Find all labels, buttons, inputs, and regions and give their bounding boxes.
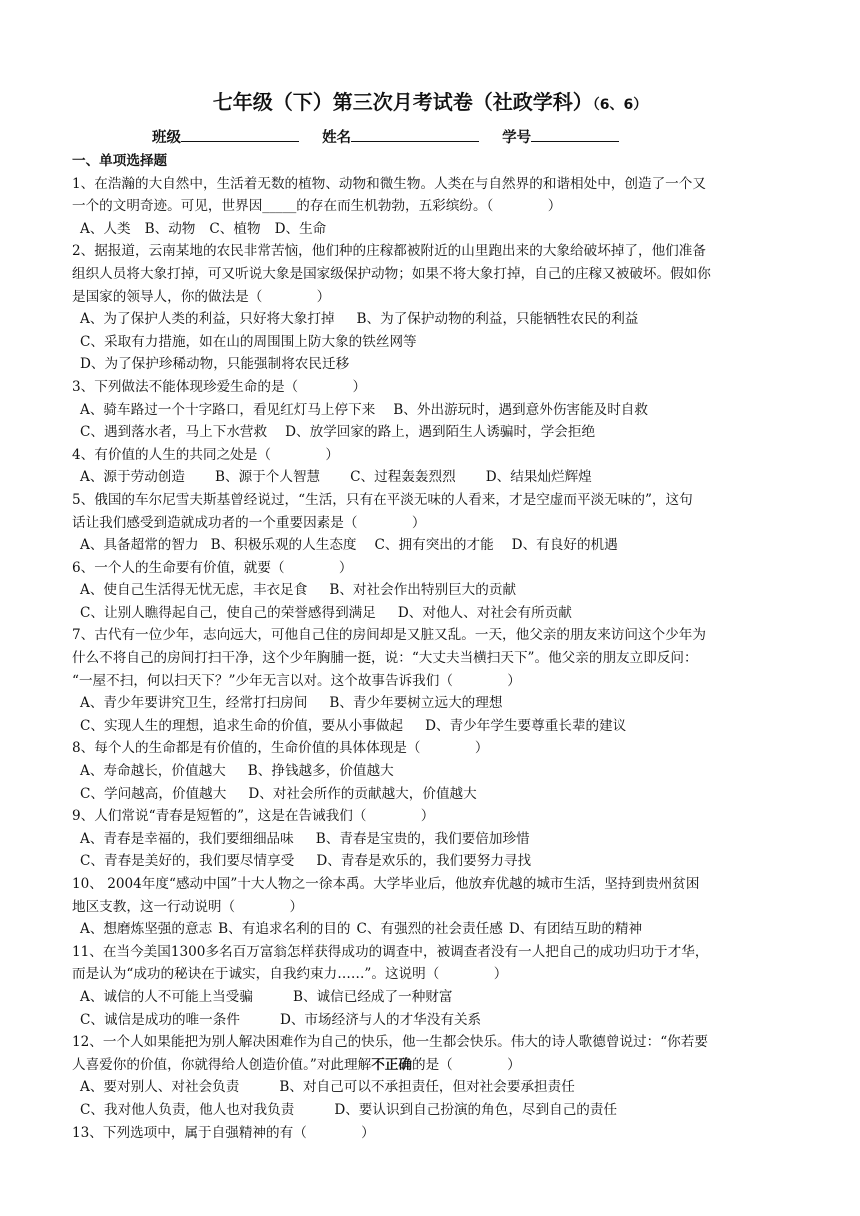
- class-blank[interactable]: [181, 127, 299, 142]
- answer-option[interactable]: C、遇到落水者，马上下水营救: [80, 424, 268, 441]
- question-text-line: 2、据报道，云南某地的农民非常苦恼，他们种的庄稼都被附近的山里跑出来的大象给破坏掉了，他们准备: [72, 243, 706, 260]
- option-row: [72, 534, 792, 557]
- exam-title: [0, 86, 860, 115]
- question-text-line: “一屋不扫，何以扫天下？”少年无言以对。这个故事告诉我们（ ）: [72, 672, 521, 689]
- name-label: 姓名: [322, 130, 352, 146]
- answer-option[interactable]: D、对他人、对社会有所贡献: [397, 604, 572, 621]
- question-7: [72, 624, 792, 737]
- option-row: [72, 1009, 792, 1032]
- question-text-line: 7、古代有一位少年，志向远大，可他自己住的房间却是又脏又乱。一天，他父亲的朋友来访问这个少年为: [72, 627, 706, 644]
- question-text-line: 8、每个人的生命都是有价值的，生命价值的具体体现是（ ）: [72, 740, 489, 757]
- option-row: [72, 466, 792, 489]
- answer-option[interactable]: A、源于劳动创造: [80, 469, 185, 486]
- question-text-line: 话让我们感受到造就成功者的一个重要因素是（ ）: [72, 514, 426, 531]
- class-label: 班级: [152, 130, 181, 146]
- option-row: [72, 602, 792, 625]
- question-13: [72, 1122, 792, 1145]
- option-row: [72, 760, 792, 783]
- option-row: [72, 986, 792, 1009]
- question-3: [72, 376, 792, 444]
- question-12: [72, 1031, 792, 1121]
- student-id-blank[interactable]: [531, 127, 619, 142]
- answer-option[interactable]: D、青春是欢乐的，我们要努力寻找: [316, 853, 532, 870]
- option-row: [72, 331, 792, 354]
- answer-option[interactable]: A、寿命越长，价值越大: [80, 763, 226, 780]
- question-1: [72, 173, 792, 241]
- question-text-line: 12、一个人如果能把为别人解决困难作为自己的快乐，他一生都会快乐。伟大的诗人歌德曾说过：“你若要: [72, 1034, 708, 1051]
- question-text-line: 人喜爱你的价值，你就得给人创造价值。”对此理解不正确的是（ ）: [72, 1056, 521, 1073]
- option-row: [72, 715, 792, 738]
- answer-option[interactable]: C、拥有突出的才能: [374, 537, 494, 554]
- answer-option[interactable]: B、青少年要树立远大的理想: [329, 695, 503, 712]
- question-text-line: 3、下列做法不能体现珍爱生命的是（ ）: [72, 378, 367, 395]
- option-row: [72, 579, 792, 602]
- option-row: [72, 918, 792, 941]
- option-row: [72, 399, 792, 422]
- answer-option[interactable]: B、积极乐观的人生态度: [210, 537, 357, 554]
- answer-option[interactable]: B、源于个人智慧: [214, 469, 321, 486]
- answer-option[interactable]: A、使自己生活得无忧无虑，丰衣足食: [80, 582, 308, 599]
- answer-option[interactable]: D、为了保护珍稀动物，只能强制将农民迁移: [80, 356, 350, 373]
- answer-option[interactable]: D、有良好的机遇: [511, 537, 618, 554]
- answer-option[interactable]: B、为了保护动物的利益，只能牺牲农民的利益: [356, 311, 639, 328]
- answer-option[interactable]: A、青春是幸福的，我们要细细品味: [80, 830, 294, 847]
- answer-option[interactable]: C、让别人瞧得起自己，使自己的荣誉感得到满足: [80, 604, 376, 621]
- question-text-line: 是国家的领导人，你的做法是（ ）: [72, 288, 331, 305]
- answer-option[interactable]: D、市场经济与人的才华没有关系: [279, 1011, 482, 1028]
- answer-option[interactable]: A、要对别人、对社会负责: [80, 1079, 240, 1096]
- answer-option[interactable]: C、植物: [209, 220, 261, 237]
- answer-option[interactable]: C、青春是美好的，我们要尽情享受: [80, 853, 295, 870]
- answer-option[interactable]: C、有强烈的社会责任感: [356, 921, 503, 938]
- option-row: [72, 218, 792, 241]
- title-text: 七年级（下）第三次月考试卷（社政学科）: [212, 90, 593, 114]
- question-8: [72, 737, 792, 805]
- option-row: [72, 421, 792, 444]
- answer-option[interactable]: C、过程轰轰烈烈: [350, 469, 456, 486]
- question-text-line: 13、下列选项中，属于自强精神的有（ ）: [72, 1124, 375, 1141]
- answer-option[interactable]: D、要认识到自己扮演的角色，尽到自己的责任: [334, 1101, 618, 1118]
- answer-option[interactable]: B、动物: [144, 220, 196, 237]
- option-row: [72, 783, 792, 806]
- question-9: [72, 805, 792, 873]
- question-6: [72, 557, 792, 625]
- answer-option[interactable]: A、诚信的人不可能上当受骗: [80, 988, 253, 1005]
- question-11: [72, 941, 792, 1031]
- student-info-fields: [152, 126, 637, 147]
- option-row: [72, 828, 792, 851]
- question-2: [72, 240, 792, 376]
- question-text-line: 1、在浩瀚的大自然中，生活着无数的植物、动物和微生物。人类在与自然界的和谐相处中，创造了一个又: [72, 175, 706, 192]
- option-row: [72, 308, 792, 331]
- answer-option[interactable]: B、挣钱越多，价值越大: [247, 763, 394, 780]
- answer-option[interactable]: A、青少年要讲究卫生，经常打扫房间: [80, 695, 308, 712]
- answer-option[interactable]: D、青少年学生要尊重长辈的建议: [425, 717, 627, 734]
- option-row: [72, 353, 792, 376]
- question-text-line: 而是认为“成功的秘诀在于诚实，自我约束力……”。这说明（ ）: [72, 966, 508, 983]
- exam-date: （6、6）: [592, 97, 648, 113]
- question-text-line: 10、 2004年度“感动中国”十大人物之一徐本禹。大学毕业后，他放弃优越的城市生活，坚持到贵州贫困: [72, 876, 700, 892]
- question-4: [72, 444, 792, 489]
- question-5: [72, 489, 792, 557]
- answer-option[interactable]: C、实现人生的理想，追求生命的价值，要从小事做起: [80, 717, 404, 734]
- student-id-label: 学号: [502, 130, 532, 146]
- answer-option[interactable]: B、诚信已经成了一种财富: [292, 988, 453, 1005]
- answer-option[interactable]: A、具备超常的智力: [80, 537, 199, 554]
- question-text-line: 4、有价值的人生的共同之处是（ ）: [72, 446, 339, 463]
- question-text-line: 9、人们常说“青春是短暂的”，这是在告诫我们（ ）: [72, 808, 435, 825]
- option-row: [72, 1099, 792, 1122]
- answer-option[interactable]: C、学问越高，价值越大: [80, 785, 227, 802]
- answer-option[interactable]: A、为了保护人类的利益，只好将大象打掉: [80, 311, 335, 328]
- section-title: 一、单项选择题: [72, 153, 168, 169]
- answer-option[interactable]: D、生命: [274, 220, 327, 237]
- answer-option[interactable]: A、骑车路过一个十字路口，看见红灯马上停下来: [80, 401, 376, 418]
- question-text-line: 一个的文明奇迹。可见，世界因_____的存在而生机勃勃，五彩缤纷。（ ）: [72, 198, 562, 215]
- answer-option[interactable]: D、结果灿烂辉煌: [485, 469, 592, 486]
- answer-option[interactable]: B、青春是宝贵的，我们要倍加珍惜: [315, 830, 530, 847]
- answer-option[interactable]: D、放学回家的路上，遇到陌生人诱骗时，学会拒绝: [285, 424, 596, 441]
- answer-option[interactable]: B、对社会作出特别巨大的贡献: [329, 582, 517, 599]
- option-row: [72, 1076, 792, 1099]
- answer-option[interactable]: B、对自己可以不承担责任，但对社会要承担责任: [279, 1079, 575, 1096]
- answer-option[interactable]: C、我对他人负责，他人也对我负责: [80, 1101, 295, 1118]
- answer-option[interactable]: C、诚信是成功的唯一条件: [80, 1011, 240, 1028]
- answer-option[interactable]: D、对社会所作的贡献越大，价值越大: [248, 785, 477, 802]
- option-row: [72, 850, 792, 873]
- question-text-line: 组织人员将大象打掉，可又听说大象是国家级保护动物；如果不将大象打掉，自己的庄稼又被破坏。假如你: [72, 265, 711, 282]
- answer-option[interactable]: B、外出游玩时，遇到意外伤害能及时自救: [393, 401, 648, 418]
- question-10: [72, 873, 792, 941]
- question-text-line: 什么不将自己的房间打扫干净，这个少年胸脯一挺，说：“大丈夫当横扫天下”。他父亲的朋友立即反问：: [72, 650, 698, 667]
- answer-option[interactable]: C、采取有力措施，如在山的周围围上防大象的铁丝网等: [80, 333, 417, 350]
- question-text-line: 6、一个人的生命要有价值，就要（ ）: [72, 559, 353, 576]
- option-row: [72, 692, 792, 715]
- question-text-line: 5、俄国的车尔尼雪夫斯基曾经说过，“生活，只有在平淡无味的人看来，才是空虚而平淡无味的”，这句: [72, 491, 693, 508]
- answer-option[interactable]: A、想磨炼坚强的意志: [80, 921, 213, 938]
- question-text-line: 11、在当今美国1300多名百万富翁怎样获得成功的调查中，被调查者没有一人把自己的成功归功于才华，: [72, 943, 709, 960]
- question-text-line: 地区支教，这一行动说明（ ）: [72, 898, 304, 915]
- answer-option[interactable]: D、有团结互助的精神: [508, 921, 643, 938]
- question-list: [72, 150, 792, 1144]
- answer-option[interactable]: B、有追求名利的目的: [218, 921, 351, 938]
- answer-option[interactable]: A、人类: [80, 220, 131, 237]
- name-blank[interactable]: [351, 127, 479, 142]
